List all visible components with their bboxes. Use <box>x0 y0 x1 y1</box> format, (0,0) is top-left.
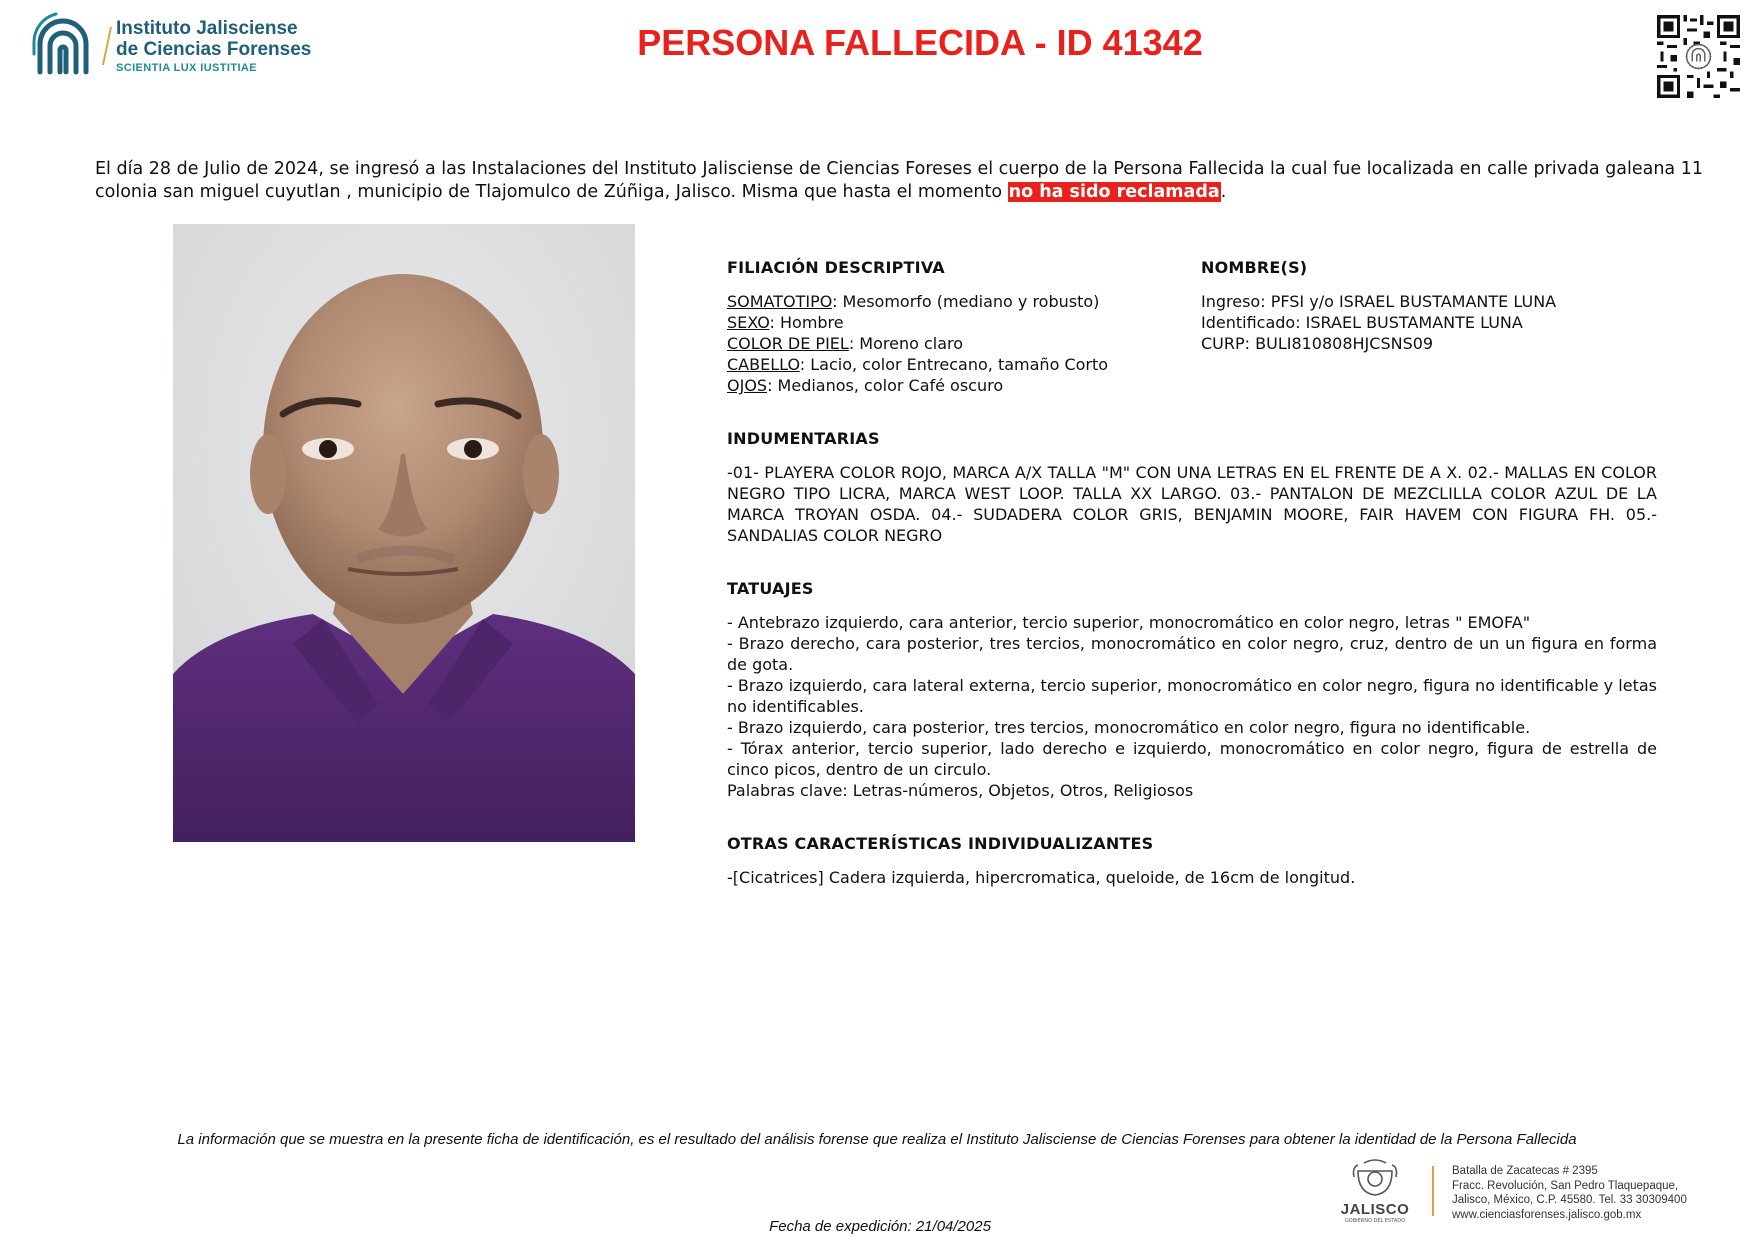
indumentarias-section <box>727 429 1657 546</box>
institute-address <box>1452 1164 1742 1222</box>
jalisco-text: JALISCO <box>1340 1201 1410 1218</box>
jalisco-logo <box>1330 1157 1420 1229</box>
issue-date: Fecha de expedición: 21/04/2025 <box>769 1218 991 1235</box>
indumentarias-text: -01- PLAYERA COLOR ROJO, MARCA A/X TALLA "M" CON UNA LETRAS EN EL FRENTE DE A X. 02.- MALLAS EN COLOR NEGRO TIPO LICRA, MARCA WEST LOOP. TALLA XX LARGO. 03.- PANTALON DE MEZCLILLA COLOR AZUL DE LA MARCA TROYAN OSDA. 04.- SUDADERA COLOR GRIS, BENJAMIN MOORE, FAIR HAVEM CON FIGURA FH. 05.- SANDALIAS COLOR NEGRO <box>727 463 1657 545</box>
otras-title: OTRAS CARACTERÍSTICAS INDIVIDUALIZANTES <box>727 834 1154 853</box>
tatuajes-title: TATUAJES <box>727 579 814 598</box>
filiacion-item <box>727 375 1187 396</box>
tatuaje-keywords: Palabras clave: Letras-números, Objetos, Otros, Religiosos <box>727 781 1194 800</box>
institute-logo <box>30 10 340 82</box>
intro-end: . <box>1220 182 1227 202</box>
jalisco-subtext: GOBIERNO DEL ESTADO <box>1344 1218 1406 1224</box>
filiacion-label: OJOS <box>727 376 768 395</box>
otras-section <box>727 834 1657 888</box>
indumentarias-title: INDUMENTARIAS <box>727 429 880 448</box>
address-line: Batalla de Zacatecas # 2395 <box>1452 1165 1598 1177</box>
otras-text: -[Cicatrices] Cadera izquierda, hipercromatica, queloide, de 16cm de longitud. <box>727 868 1356 887</box>
qr-code-icon <box>1657 15 1740 98</box>
filiacion-item <box>727 312 1187 333</box>
tatuaje-item: - Tórax anterior, tercio superior, lado derecho e izquierdo, monocromático en color negro, figura de estrella de cinco picos, dentro de un circulo. <box>727 739 1657 779</box>
tatuaje-item: - Brazo izquierdo, cara posterior, tres tercios, monocromático en color negro, figura no identificable. <box>727 718 1531 737</box>
tatuaje-item: - Brazo derecho, cara posterior, tres tercios, monocromático en color negro, cruz, dentro de un un figura en forma de gota. <box>727 634 1657 674</box>
filiacion-title: FILIACIÓN DESCRIPTIVA <box>727 258 945 277</box>
tatuaje-item: - Antebrazo izquierdo, cara anterior, tercio superior, monocromático en color negro, letras " EMOFA" <box>727 613 1531 632</box>
filiacion-list <box>727 291 1187 396</box>
filiacion-item <box>727 291 1187 312</box>
website-link[interactable]: www.cienciasforenses.jalisco.gob.mx <box>1452 1208 1642 1221</box>
filiacion-label: SEXO <box>727 313 770 332</box>
tatuaje-item: - Brazo izquierdo, cara lateral externa, tercio superior, monocromático en color negro, figura no identificable y letas no identificables. <box>727 676 1657 716</box>
nombre-curp: CURP: BULI810808HJCSNS09 <box>1201 334 1434 353</box>
logo-motto: SCIENTIA LUX IUSTITIAE <box>116 62 258 74</box>
filiacion-label: COLOR DE PIEL <box>727 334 849 353</box>
logo-separator <box>102 27 112 65</box>
jalisco-crest-icon <box>1352 1157 1398 1197</box>
logo-line-1: Instituto Jalisciense <box>116 18 298 39</box>
filiacion-item <box>727 333 1187 354</box>
nombres-title: NOMBRE(S) <box>1201 258 1308 277</box>
tatuajes-list <box>727 612 1657 801</box>
intro-text: El día 28 de Julio de 2024, se ingresó a las Instalaciones del Instituto Jalisciense de Ciencias Foreses el cuerpo de la Persona Fallecida la cual fue localizada en calle privada galeana 11 colonia san miguel cuyutlan , municipio de Tlajomulco de Zúñiga, Jalisco. Misma que hasta el momento <box>95 159 1703 202</box>
filiacion-value: : Lacio, color Entrecano, tamaño Corto <box>799 355 1109 374</box>
unclaimed-highlight: no ha sido reclamada <box>1008 182 1220 202</box>
address-line: Fracc. Revolución, San Pedro Tlaquepaque, <box>1452 1179 1679 1192</box>
disclaimer-text: La información que se muestra en la presente ficha de identificación, es el resultado del análisis forense que realiza el Instituto Jalisciense de Ciencias Forenses para obtener la identidad de la Persona Fallecida <box>177 1131 1577 1148</box>
tatuajes-section <box>727 579 1657 801</box>
page-title: PERSONA FALLECIDA - ID 41342 <box>637 22 1203 63</box>
person-photo <box>173 224 635 842</box>
address-line: Jalisco, México, C.P. 45580. Tel. 33 30309400 <box>1452 1194 1687 1206</box>
filiacion-value: : Moreno claro <box>848 334 964 353</box>
fingerprint-logo-icon <box>30 10 96 82</box>
address-separator <box>1432 1166 1434 1216</box>
filiacion-value: : Hombre <box>769 313 844 332</box>
nombre-ingreso: Ingreso: PFSI y/o ISRAEL BUSTAMANTE LUNA <box>1201 292 1557 311</box>
logo-line-2: de Ciencias Forenses <box>116 39 312 60</box>
filiacion-section <box>727 258 1187 396</box>
filiacion-item <box>727 354 1187 375</box>
nombre-identificado: Identificado: ISRAEL BUSTAMANTE LUNA <box>1201 313 1523 332</box>
nombres-list <box>1201 291 1661 354</box>
filiacion-label: CABELLO <box>727 355 800 374</box>
nombres-section <box>1201 258 1661 354</box>
intro-paragraph <box>95 158 1703 204</box>
filiacion-value: : Mesomorfo (mediano y robusto) <box>832 292 1100 311</box>
filiacion-label: SOMATOTIPO <box>727 292 833 311</box>
filiacion-value: : Medianos, color Café oscuro <box>767 376 1004 395</box>
